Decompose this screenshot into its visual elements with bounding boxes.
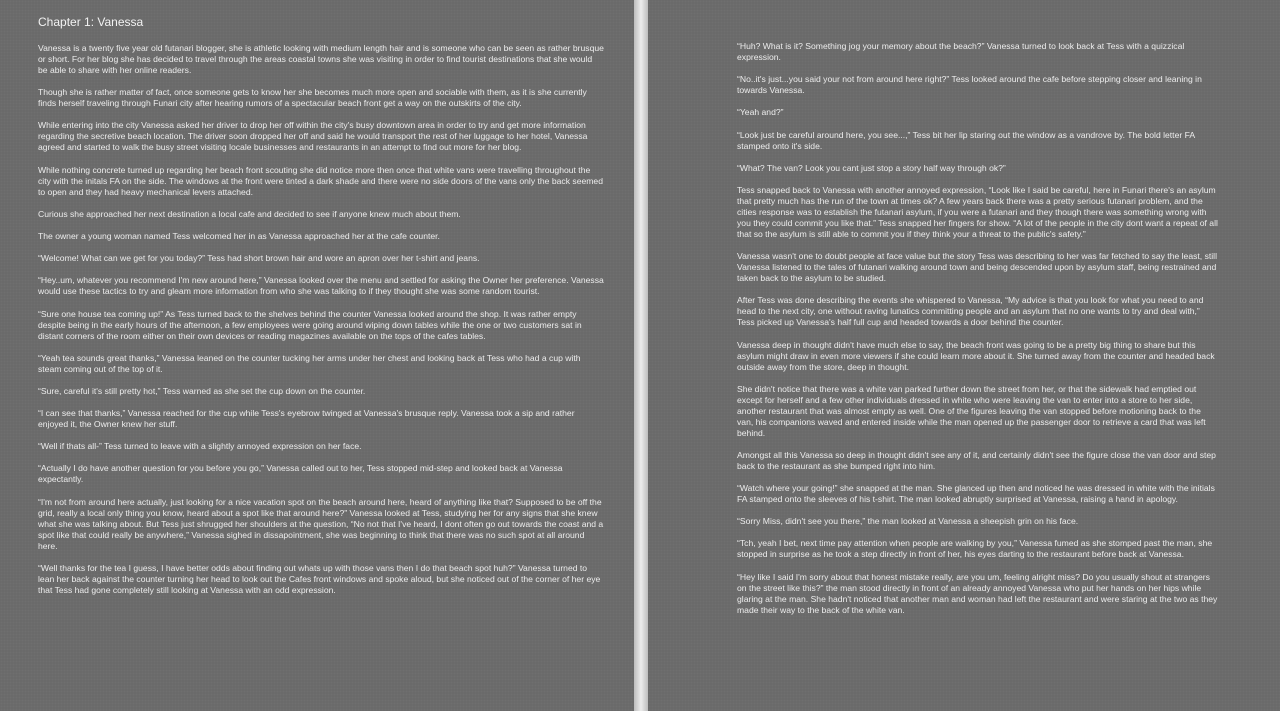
paragraph: Curious she approached her next destination a local cafe and decided to see if anyone knew much about them. — [38, 208, 461, 219]
paragraph: After Tess was done describing the events she whispered to Vanessa, “My advice is that you look for what you need to and head to the next city, one without raving lunatics committing people and an asylum that no one wants to try and deal with,” Tess picked up Vanessa's half full cup and headed towards a door behind the counter. — [737, 295, 1204, 328]
paragraph: Vanessa is a twenty five year old futanari blogger, she is athletic looking with medium length hair and is someone who can be seen as rather brusque or short. For her blog she has decided to travel through the areas coastal towns she was visiting in order to find tourist destinations that she would be able to share with her online readers. — [38, 43, 604, 75]
paragraph: The owner a young woman named Tess welcomed her in as Vanessa approached her at the cafe counter. — [38, 230, 440, 241]
paragraph: Tess snapped back to Vanessa with another annoyed expression, “Look like I said be careful, here in Funari there's an asylum that pretty much has the run of the town at times ok? A few years back there was a pretty serious futanari problem, and the cities response was to establish the futanari asylum, if you were a futanari and they though there was something wrong with you they could commit you like that.” Tess snapped her fingers for show. “A lot of the people in the city dont want a repeat of all that so the asylum is still able to commit you if they think your a threat to the public's safety.” — [737, 184, 1218, 239]
chapter-title: Chapter 1: Vanessa — [38, 15, 144, 29]
paragraph: “Huh? What is it? Something jog your memory about the beach?” Vanessa turned to look back at Tess with a quizzical expression. — [737, 41, 1185, 62]
paragraph: While entering into the city Vanessa asked her driver to drop her off within the city's busy downtown area in order to try and get more information regarding the secretive beach location. The driver soon dropped her off and said he would transport the rest of her luggage to her hotel, Vanessa agreed and started to walk the busy street visiting locale businesses and restaurants in an attempt to find out more for her blog. — [38, 120, 588, 153]
paragraph: She didn't notice that there was a white van parked further down the street from her, or that the sidewalk had emptied out except for herself and a few other individuals dressed in white who were leaving the van to enter into a store to her side, another restaurant that was almost empty as well. One of the figures leaving the van stopped before motioning back to the van, his companions waved and entered inside while the man opened up the passenger door to retrieve a card that was left behind. — [737, 383, 1206, 438]
paragraph: “Sorry Miss, didn't see you there,” the man looked at Vanessa a sheepish grin on his face. — [737, 516, 1079, 527]
paragraph: “Welcome! What can we get for you today?” Tess had short brown hair and wore an apron over her t-shirt and jeans. — [38, 253, 480, 264]
paragraph: “No..it's just...you said your not from around here right?” Tess looked around the cafe before stepping closer and leaning in towards Vanessa. — [737, 74, 1202, 96]
right-page — [648, 0, 1280, 711]
paragraph: Vanessa deep in thought didn't have much else to say, the beach front was going to be a pretty big thing to share but this asylum might draw in even more viewers if she could learn more about it. She turned away from the counter and headed back outside away from the store, deep in thought. — [737, 339, 1215, 372]
paragraph: “Sure one house tea coming up!” As Tess turned back to the shelves behind the counter Vanessa looked around the shop. It was rather empty despite being in the early hours of the afternoon, a few employees were going around wiping down tables while the one or two customers sat in distant corners of the room either on their own devices or reading magazines available on the tops of the cafes tables. — [38, 308, 582, 341]
paragraph: “What? The van? Look you cant just stop a story half way through ok?” — [737, 162, 1006, 173]
paragraph: “Well if thats all-” Tess turned to leave with a slightly annoyed expression on her face. — [38, 441, 362, 452]
paragraph: “Yeah and?” — [737, 107, 784, 118]
paragraph: While nothing concrete turned up regarding her beach front scouting she did notice more then once that white vans were travelling throughout the city with the initals FA on the side. The windows at the front were tinted a dark shade and there were no side doors of the vans only the back seemed to open and they had heavy mechanical levers attached. — [38, 164, 603, 197]
paragraph: “Hey like I said I'm sorry about that honest mistake really, are you um, feeling alright miss? Do you usually shout at strangers on the street like this?” the man stood directly in front of an already annoyed Vanessa who put her hands on her hips while glaring at the man. She hadn't noticed that another man and woman had left the restaurant and were staring at the two as they made their way to the back of the white van. — [737, 571, 1218, 615]
paragraph: “Hey..um, whatever you recommend I'm new around here,” Vanessa looked over the menu and settled for asking the Owner her preference. Vanessa would use these tactics to try and gleam more information from who she was talking to if they thought she was some random tourist. — [38, 275, 604, 297]
paragraph: “Well thanks for the tea I guess, I have better odds about finding out whats up with those vans then I do that beach spot huh?” Vanessa turned to lean her back against the counter turning her head to look out the Cafes front windows and spoke aloud, but she noticed out of the corner of her eye that Tess had gone completely still looking at Vanessa with an odd expression. — [38, 562, 601, 595]
page-gutter — [634, 0, 648, 711]
paragraph: “I'm not from around here actually, just looking for a nice vacation spot on the beach around here, heard of anything like that? Supposed to be off the grid, really a local only thing you know, heard about a spot like that around here?” Vanessa looked at Tess, studying her for any signs that she knew what she was talking about. But Tess just shrugged her shoulders at the question, “No not that I've heard, I dont often go out towards the coast and a spot like that could really be anywhere,” Vanessa sighed in dissapointment, she was beginning to think that there was no such spot at all around here. — [38, 496, 604, 551]
paragraph: “Watch where your going!” she snapped at the man. She glanced up then and noticed he was dressed in white with the initials FA stamped onto the sleeves of his t-shirt. The man looked abruptly surprised at Vanessa, raising a hand in apology. — [737, 483, 1215, 505]
left-page-body — [38, 43, 604, 596]
paragraph: “I can see that thanks,” Vanessa reached for the cup while Tess's eyebrow twinged at Vanessa's brusque reply. Vanessa took a sip and rather enjoyed it, the Owner knew her stuff. — [38, 408, 575, 430]
paragraph: Vanessa wasn't one to doubt people at face value but the story Tess was describing to her was far fetched to say the least, still Vanessa listened to the tales of futanari walking around town and being descended upon by asylum staff, being restrained and taken back to the asylum to be studied. — [737, 251, 1217, 284]
paragraph: “Look just be careful around here, you see...,” Tess bit her lip staring out the window as a vandrove by. The bold letter FA stamped onto it's side. — [737, 129, 1195, 151]
paragraph: “Tch, yeah I bet, next time pay attention when people are walking by you,” Vanessa fumed as she stomped past the man, she stopped in surprise as he took a step directly in front of her, his eyes darting to the restaurant before back at Vanessa. — [737, 538, 1213, 560]
paragraph: Though she is rather matter of fact, once someone gets to know her she becomes much more open and sociable with them, as it is she currently finds herself traveling through Funari city after hearing rumors of a spectacular beach front get a way on the outskirts of the city. — [38, 87, 587, 109]
paragraph: Amongst all this Vanessa so deep in thought didn't see any of it, and certainly didn't see the figure close the van door and step back to the restaurant as she bumped right into him. — [737, 449, 1216, 471]
right-page-body — [737, 41, 1218, 616]
left-page — [0, 0, 634, 711]
paragraph: “Sure, careful it's still pretty hot,” Tess warned as she set the cup down on the counter. — [38, 385, 366, 396]
paragraph: “Yeah tea sounds great thanks,” Vanessa leaned on the counter tucking her arms under her chest and looking back at Tess who had a cup with steam coming out of the top of it. — [38, 352, 581, 374]
paragraph: “Actually I do have another question for you before you go,” Vanessa called out to her, Tess stopped mid-step and looked back at Vanessa expectantly. — [38, 463, 563, 485]
